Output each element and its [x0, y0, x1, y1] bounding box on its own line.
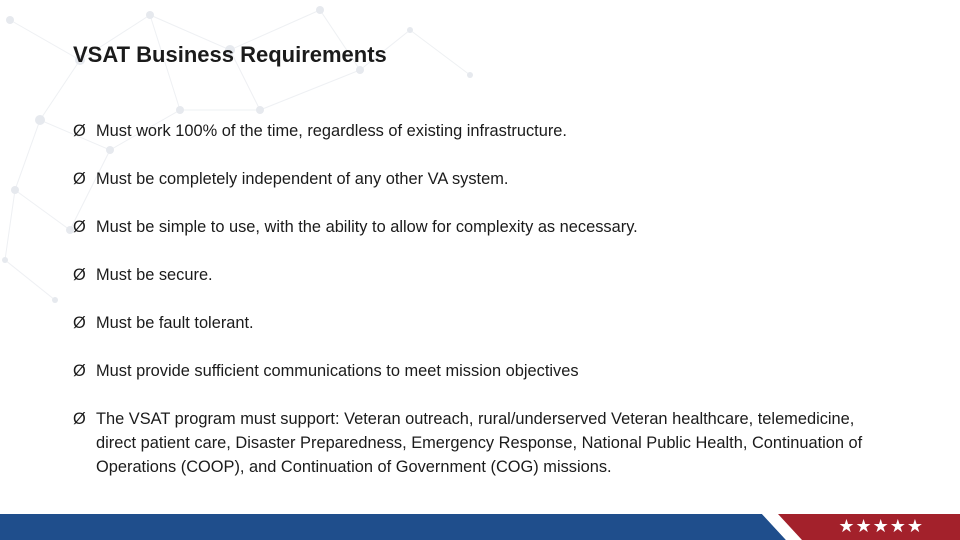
list-item — [73, 167, 893, 191]
bullet-text: Must provide sufficient communications to meet mission objectives — [96, 362, 579, 380]
arrow-bullet-icon: Ø — [73, 410, 86, 428]
bullet-text: Must be secure. — [96, 266, 213, 284]
requirements-list — [73, 119, 893, 503]
list-item — [73, 119, 893, 143]
bullet-text: Must be completely independent of any other VA system. — [96, 170, 509, 188]
list-item — [73, 263, 893, 287]
list-item — [73, 215, 893, 239]
footer-banner — [0, 514, 960, 540]
bullet-text: The VSAT program must support: Veteran outreach, rural/underserved Veteran healthcare, telemedicine, direct patient care, Disaster Preparedness, Emergency Response, National Public Health, Continuation of Operations (COOP), and Continuation of Government (COG) missions. — [96, 410, 863, 476]
arrow-bullet-icon: Ø — [73, 218, 86, 236]
stars-icon: ★★★★★ — [838, 516, 924, 537]
bullet-text: Must be simple to use, with the ability to allow for complexity as necessary. — [96, 218, 638, 236]
footer-blue-stripe — [0, 514, 786, 540]
footer-stripes — [0, 514, 960, 540]
arrow-bullet-icon: Ø — [73, 170, 86, 188]
slide-title: VSAT Business Requirements — [73, 42, 387, 67]
arrow-bullet-icon: Ø — [73, 362, 86, 380]
arrow-bullet-icon: Ø — [73, 122, 86, 140]
list-item — [73, 359, 893, 383]
list-item — [73, 407, 893, 479]
arrow-bullet-icon: Ø — [73, 314, 86, 332]
arrow-bullet-icon: Ø — [73, 266, 86, 284]
list-item — [73, 311, 893, 335]
bullet-text: Must be fault tolerant. — [96, 314, 254, 332]
bullet-text: Must work 100% of the time, regardless of existing infrastructure. — [96, 122, 567, 140]
